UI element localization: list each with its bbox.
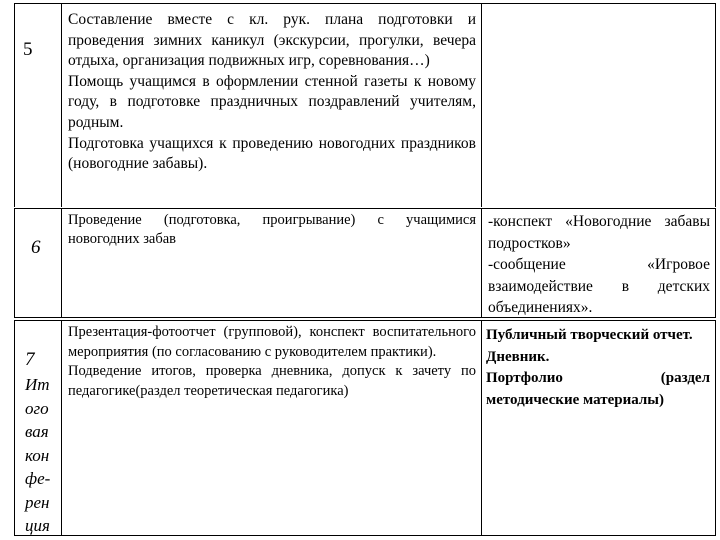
activities-cell [62,4,482,207]
reporting-paragraph: Портфолио (раздел методические материалы) [486,370,710,408]
reporting-paragraph: Дневник. [486,348,550,365]
label-line: ция [25,516,50,535]
row-number: 5 [23,39,33,60]
activity-paragraph: Подведение итогов, проверка дневника, допуск к зачету по педагогике(раздел теоретическая педагогика) [68,363,476,399]
row-number: 7 [25,349,35,370]
reporting-cell [482,321,714,535]
number-cell [15,4,62,207]
reporting-text [488,211,710,319]
label-line: вая [25,422,49,441]
reporting-cell [482,209,714,317]
reporting-paragraph: -сообщение «Игровое взаимодействие в детских объединениях». [488,256,710,316]
activity-paragraph: Проведение (подготовка, проигрывание) с учащимися новогодних забав [68,212,476,247]
activity-paragraph: Помощь учащимся в оформлении стенной газеты к новому году, в подготовке праздничных поздравлений учителям, родным. [68,72,476,131]
reporting-text [486,325,710,411]
activities-cell [62,209,482,317]
reporting-paragraph: -конспект «Новогодние забавы подростков» [488,213,710,252]
activities-text [68,323,476,401]
activity-paragraph: Подготовка учащихся к проведению новогодних праздников (новогодние забавы). [68,134,476,173]
label-line: кон [25,445,50,465]
table-row [14,3,716,207]
activities-text [68,10,476,175]
label-line: Ит [25,375,50,394]
label-line: фе- [25,469,51,488]
reporting-paragraph: Публичный творческий отчет. [486,327,693,343]
table-row [14,320,716,536]
activities-cell [62,321,482,535]
activity-paragraph: Презентация-фотоотчет (групповой), конспект воспитательного мероприятия (по согласованию с руководителем практики). [68,324,476,360]
activities-text [68,211,476,249]
reporting-cell [482,4,714,207]
label-line: рен [25,492,50,512]
label-line: ого [25,398,49,418]
number-cell [15,209,62,317]
table-row [14,208,716,318]
row-number: 6 [31,237,41,258]
final-conference-label [25,373,50,538]
number-cell [15,321,62,535]
activity-paragraph: Составление вместе с кл. рук. плана подготовки и проведения зимних каникул (экскурсии, прогулки, вечера отдыха, организация подвижных игр, соревнования…) [68,11,476,70]
